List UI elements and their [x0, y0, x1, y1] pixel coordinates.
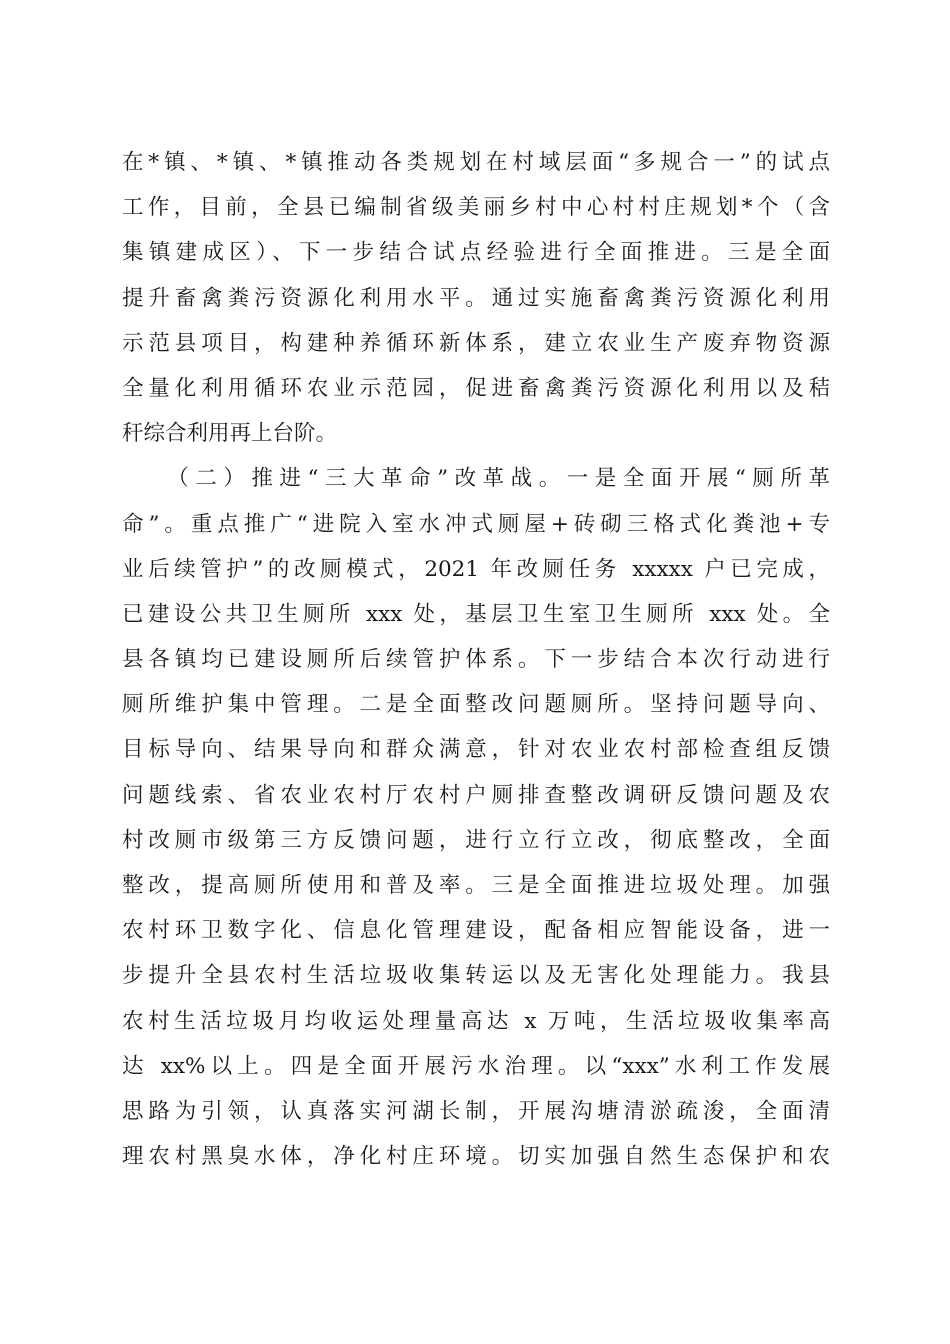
text-line: 提升畜禽粪污资源化利用水平。通过实施畜禽粪污资源化利用	[122, 285, 830, 311]
text-line: 农村环卫数字化、信息化管理建设，配备相应智能设备，进一	[122, 918, 830, 944]
text-line: 理农村黑臭水体，净化村庄环境。切实加强自然生态保护和农	[122, 1144, 830, 1170]
text-line: 示范县项目，构建种养循环新体系，建立农业生产废弃物资源	[122, 330, 830, 356]
text-line: 在*镇、*镇、*镇推动各类规划在村域层面“多规合一”的试点	[122, 150, 830, 175]
text-line: 步提升全县农村生活垃圾收集转运以及无害化处理能力。我县	[122, 963, 830, 989]
text-line: 达 xx%以上。四是全面开展污水治理。以“xxx”水利工作发展	[122, 1053, 830, 1079]
text-line: 思路为引领，认真落实河湖长制，开展沟塘清淤疏浚，全面清	[122, 1098, 830, 1124]
text-line: 农村生活垃圾月均收运处理量高达 x 万吨，生活垃圾收集率高	[122, 1008, 830, 1034]
text-line: 工作，目前，全县已编制省级美丽乡村中心村村庄规划*个（含	[122, 195, 830, 221]
text-line: 目标导向、结果导向和群众满意，针对农业农村部检查组反馈	[122, 737, 830, 763]
text-line: 县各镇均已建设厕所后续管护体系。下一步结合本次行动进行	[122, 647, 830, 673]
text-line: 整改，提高厕所使用和普及率。三是全面推进垃圾处理。加强	[122, 873, 830, 898]
text-line: 问题线索、省农业农村厅农村户厕排查整改调研反馈问题及农	[122, 782, 830, 808]
section-heading-line: （二）推进“三大革命”改革战。一是全面开展“厕所革	[122, 466, 830, 492]
text-line: 业后续管护”的改厕模式，2021 年改厕任务 xxxxx 户已完成，	[122, 556, 830, 582]
text-line: 命”。重点推广“进院入室水冲式厕屋+砖砌三格式化粪池+专	[122, 511, 830, 537]
text-line: 厕所维护集中管理。二是全面整改问题厕所。坚持问题导向、	[122, 692, 830, 718]
text-line: 已建设公共卫生厕所 xxx 处，基层卫生室卫生厕所 xxx 处。全	[122, 601, 830, 627]
body-text	[122, 140, 830, 1179]
text-line: 集镇建成区）、下一步结合试点经验进行全面推进。三是全面	[122, 240, 830, 266]
text-line: 村改厕市级第三方反馈问题，进行立行立改，彻底整改，全面	[122, 827, 830, 853]
text-line: 秆综合利用再上台阶。	[122, 421, 338, 447]
text-line: 全量化利用循环农业示范园，促进畜禽粪污资源化利用以及秸	[122, 375, 830, 401]
